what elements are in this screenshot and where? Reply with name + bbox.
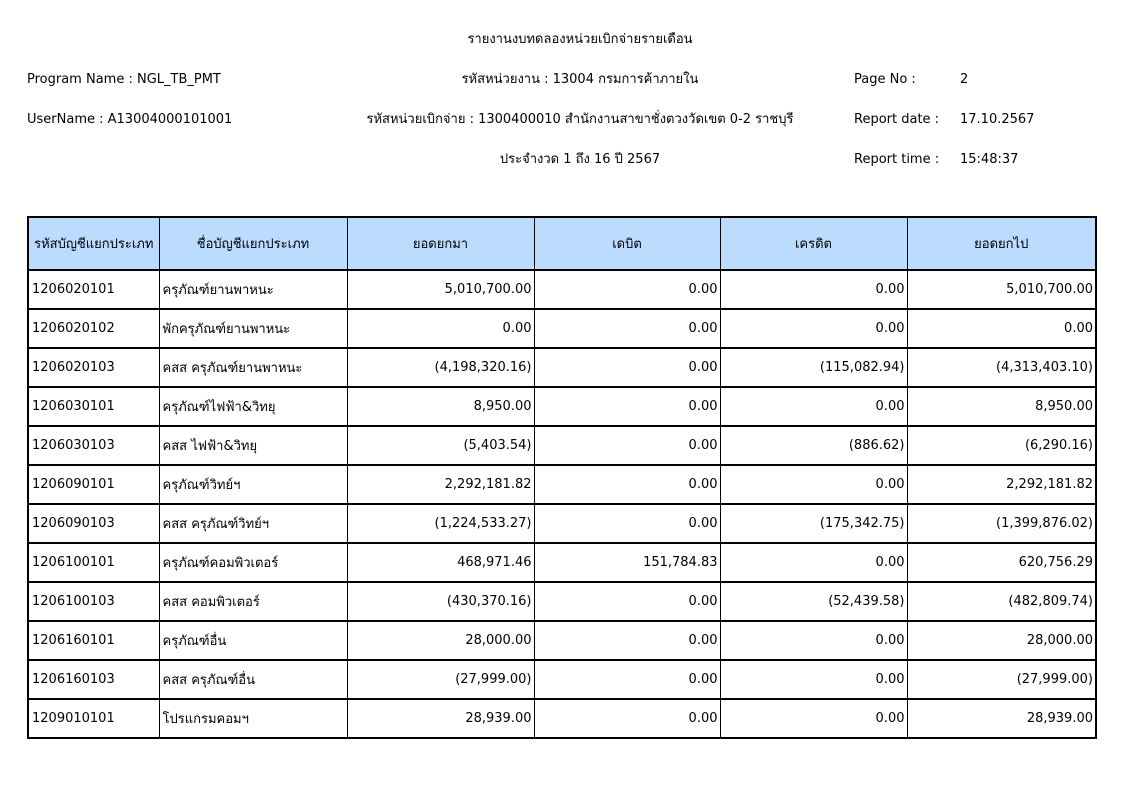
cell-credit: 0.00	[720, 621, 907, 660]
cell-credit: 0.00	[720, 660, 907, 699]
cell-account-code: 1209010101	[28, 699, 159, 738]
user-name: UserName : A13004000101001	[27, 112, 233, 127]
cell-carried-forward: (1,399,876.02)	[907, 504, 1096, 543]
cell-brought-forward: (5,403.54)	[347, 426, 534, 465]
cell-brought-forward: 8,950.00	[347, 387, 534, 426]
cell-carried-forward: 620,756.29	[907, 543, 1096, 582]
cell-debit: 0.00	[534, 465, 720, 504]
table-row	[28, 660, 1096, 699]
col-header-account-code: รหัสบัญชีแยกประเภท	[28, 217, 159, 270]
cell-brought-forward: (430,370.16)	[347, 582, 534, 621]
cell-account-name: ครุภัณฑ์ไฟฟ้า&วิทยุ	[159, 387, 347, 426]
trial-balance-table	[27, 216, 1097, 739]
cell-account-name: คสส ครุภัณฑ์ยานพาหนะ	[159, 348, 347, 387]
col-header-debit: เดบิต	[534, 217, 720, 270]
cell-credit: (52,439.58)	[720, 582, 907, 621]
table-row	[28, 348, 1096, 387]
cell-carried-forward: (4,313,403.10)	[907, 348, 1096, 387]
table-row	[28, 621, 1096, 660]
table-row	[28, 699, 1096, 738]
cell-credit: 0.00	[720, 465, 907, 504]
page-no-value: 2	[960, 72, 969, 87]
cell-brought-forward: 0.00	[347, 309, 534, 348]
table-row	[28, 465, 1096, 504]
cell-debit: 0.00	[534, 504, 720, 543]
cell-brought-forward: (27,999.00)	[347, 660, 534, 699]
cell-debit: 0.00	[534, 699, 720, 738]
cell-account-code: 1206160101	[28, 621, 159, 660]
cell-account-name: คสส ครุภัณฑ์วิทย์ฯ	[159, 504, 347, 543]
cell-carried-forward: 5,010,700.00	[907, 270, 1096, 309]
cell-brought-forward: (4,198,320.16)	[347, 348, 534, 387]
report-date-label: Report date :	[854, 112, 940, 127]
cell-debit: 0.00	[534, 660, 720, 699]
cell-carried-forward: (482,809.74)	[907, 582, 1096, 621]
col-header-carried-forward: ยอดยกไป	[907, 217, 1096, 270]
cell-credit: 0.00	[720, 270, 907, 309]
col-header-account-name: ชื่อบัญชีแยกประเภท	[159, 217, 347, 270]
cell-account-code: 1206090101	[28, 465, 159, 504]
report-time-label: Report time :	[854, 152, 940, 167]
cell-account-code: 1206020103	[28, 348, 159, 387]
cell-account-code: 1206020102	[28, 309, 159, 348]
cell-account-code: 1206030101	[28, 387, 159, 426]
col-header-credit: เครดิต	[720, 217, 907, 270]
cell-carried-forward: 28,000.00	[907, 621, 1096, 660]
cell-debit: 0.00	[534, 621, 720, 660]
table-row	[28, 387, 1096, 426]
cell-credit: 0.00	[720, 387, 907, 426]
cell-credit: 0.00	[720, 699, 907, 738]
table-row	[28, 543, 1096, 582]
cell-account-code: 1206030103	[28, 426, 159, 465]
report-title: รายงานงบทดลองหน่วยเบิกจ่ายรายเดือน	[467, 32, 693, 47]
cell-account-code: 1206160103	[28, 660, 159, 699]
cell-debit: 0.00	[534, 426, 720, 465]
cell-account-code: 1206020101	[28, 270, 159, 309]
cell-carried-forward: 2,292,181.82	[907, 465, 1096, 504]
cell-brought-forward: 468,971.46	[347, 543, 534, 582]
cell-debit: 0.00	[534, 348, 720, 387]
cell-account-name: ครุภัณฑ์วิทย์ฯ	[159, 465, 347, 504]
cell-credit: 0.00	[720, 543, 907, 582]
report-date-value: 17.10.2567	[960, 112, 1035, 127]
cell-carried-forward: 0.00	[907, 309, 1096, 348]
table-header-row	[28, 217, 1096, 270]
table-row	[28, 309, 1096, 348]
cell-account-name: พักครุภัณฑ์ยานพาหนะ	[159, 309, 347, 348]
agency-line: รหัสหน่วยงาน : 13004 กรมการค้าภายใน	[461, 72, 699, 87]
report-time-value: 15:48:37	[960, 152, 1019, 167]
cell-credit: (886.62)	[720, 426, 907, 465]
cell-credit: (175,342.75)	[720, 504, 907, 543]
table-row	[28, 504, 1096, 543]
cell-account-code: 1206100103	[28, 582, 159, 621]
cell-brought-forward: 28,000.00	[347, 621, 534, 660]
cell-credit: (115,082.94)	[720, 348, 907, 387]
cell-carried-forward: 28,939.00	[907, 699, 1096, 738]
cell-debit: 0.00	[534, 582, 720, 621]
cell-debit: 0.00	[534, 270, 720, 309]
cell-carried-forward: (27,999.00)	[907, 660, 1096, 699]
cell-debit: 151,784.83	[534, 543, 720, 582]
cell-account-name: โปรแกรมคอมฯ	[159, 699, 347, 738]
period-line: ประจำงวด 1 ถึง 16 ปี 2567	[499, 152, 661, 167]
cell-credit: 0.00	[720, 309, 907, 348]
program-name: Program Name : NGL_TB_PMT	[27, 72, 221, 87]
cell-brought-forward: 2,292,181.82	[347, 465, 534, 504]
cell-brought-forward: 28,939.00	[347, 699, 534, 738]
table-row	[28, 270, 1096, 309]
cell-account-code: 1206090103	[28, 504, 159, 543]
disbursing-unit-line: รหัสหน่วยเบิกจ่าย : 1300400010 สำนักงานสาขาชั่งตวงวัดเขต 0-2 ราชบุรี	[366, 112, 794, 127]
cell-debit: 0.00	[534, 387, 720, 426]
cell-account-name: ครุภัณฑ์ยานพาหนะ	[159, 270, 347, 309]
cell-brought-forward: 5,010,700.00	[347, 270, 534, 309]
cell-carried-forward: (6,290.16)	[907, 426, 1096, 465]
cell-account-name: คสส คอมพิวเตอร์	[159, 582, 347, 621]
cell-account-name: ครุภัณฑ์คอมพิวเตอร์	[159, 543, 347, 582]
table-row	[28, 426, 1096, 465]
table-row	[28, 582, 1096, 621]
cell-account-name: คสส ครุภัณฑ์อื่น	[159, 660, 347, 699]
col-header-brought-forward: ยอดยกมา	[347, 217, 534, 270]
cell-account-code: 1206100101	[28, 543, 159, 582]
cell-brought-forward: (1,224,533.27)	[347, 504, 534, 543]
cell-debit: 0.00	[534, 309, 720, 348]
page-no-label: Page No :	[854, 72, 916, 87]
cell-carried-forward: 8,950.00	[907, 387, 1096, 426]
cell-account-name: คสส ไฟฟ้า&วิทยุ	[159, 426, 347, 465]
cell-account-name: ครุภัณฑ์อื่น	[159, 621, 347, 660]
